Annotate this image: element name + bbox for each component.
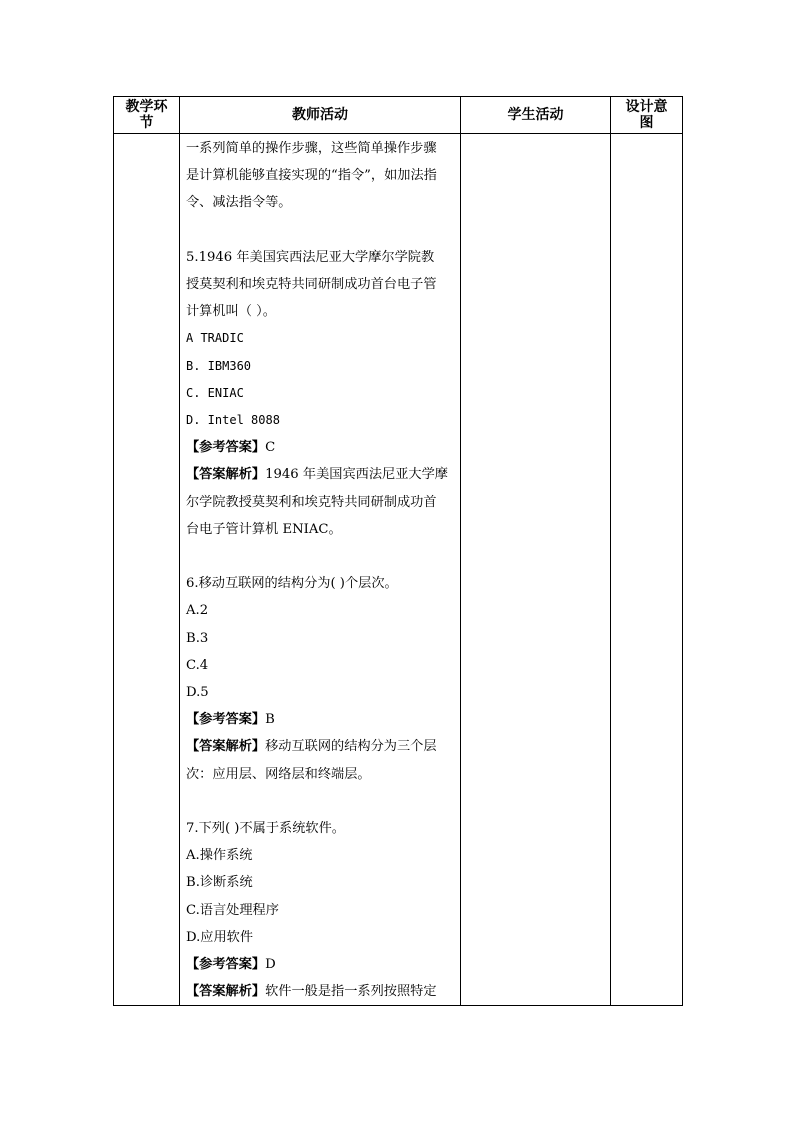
teacher-activity-cell <box>180 134 461 1006</box>
header-teaching-phase: 教学环节 <box>114 97 180 134</box>
q7-option-b: B.诊断系统 <box>186 875 253 891</box>
q6-option-b: B.3 <box>186 630 209 646</box>
q7-option-c: C.语言处理程序 <box>186 902 279 918</box>
q7-option-d: D.应用软件 <box>186 929 254 945</box>
header-design-intent: 设计意图 <box>611 97 683 134</box>
q6-analysis-line: 【答案解析】移动互联网的结构分为三个层 <box>186 739 437 755</box>
teaching-phase-cell <box>114 134 180 1006</box>
q6-stem: 6.移动互联网的结构分为( )个层次。 <box>186 576 398 592</box>
q6-option-c: C.4 <box>186 657 209 673</box>
q6-answer: 【参考答案】B <box>186 712 275 728</box>
q5-answer: 【参考答案】C <box>186 440 276 456</box>
q5-analysis-line: 尔学院教授莫契利和埃克特共同研制成功首 <box>186 494 437 510</box>
q7-stem: 7.下列( )不属于系统软件。 <box>186 821 345 837</box>
intro-line: 一系列简单的操作步骤，这些简单操作步骤 <box>186 141 437 156</box>
lesson-plan-table <box>113 96 683 1006</box>
q5-option-d: D. Intel 8088 <box>186 413 280 428</box>
q6-option-d: D.5 <box>186 685 209 701</box>
student-activity-cell <box>461 134 611 1006</box>
q7-answer: 【参考答案】D <box>186 957 276 973</box>
design-intent-cell <box>611 134 683 1006</box>
q5-analysis-line: 台电子管计算机 ENIAC。 <box>186 521 342 537</box>
table-body-row <box>114 134 683 1006</box>
q5-analysis-line: 【答案解析】1946 年美国宾西法尼亚大学摩 <box>186 467 448 483</box>
q5-option-c: C. ENIAC <box>186 385 244 400</box>
q7-option-a: A.操作系统 <box>186 848 253 864</box>
q5-stem-line: 计算机叫（ ）。 <box>186 304 276 320</box>
table-header-row <box>114 97 683 134</box>
q5-option-a: A TRADIC <box>186 331 244 346</box>
intro-line: 是计算机能够直接实现的“指令”，如加法指 <box>186 168 437 184</box>
q5-stem-line: 授莫契利和埃克特共同研制成功首台电子管 <box>186 277 437 292</box>
intro-line: 令、减法指令等。 <box>186 195 292 211</box>
q7-analysis-line: 【答案解析】软件一般是指一系列按照特定 <box>186 984 437 1000</box>
q6-analysis-line: 次：应用层、网络层和终端层。 <box>186 766 371 782</box>
header-teacher-activity: 教师活动 <box>180 97 461 134</box>
header-student-activity: 学生活动 <box>461 97 611 134</box>
q6-option-a: A.2 <box>186 603 209 619</box>
q5-stem-line: 5.1946 年美国宾西法尼亚大学摩尔学院教 <box>186 249 435 265</box>
q5-option-b: B. IBM360 <box>186 358 252 373</box>
